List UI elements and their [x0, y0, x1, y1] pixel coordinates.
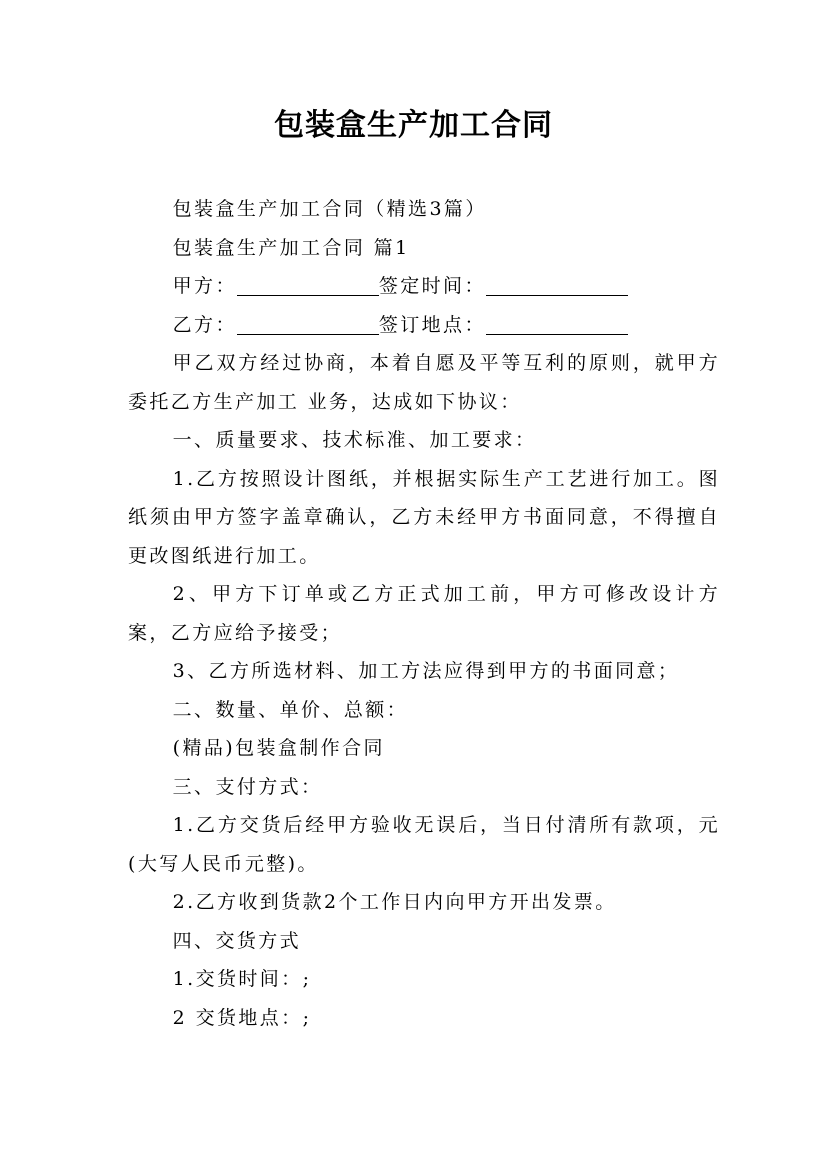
document-body: [128, 190, 720, 1037]
section-heading: 包装盒生产加工合同 篇1: [172, 236, 410, 259]
clause-4-2: 2 交货地点：;: [172, 1006, 312, 1029]
party-b-line: [128, 306, 720, 345]
sign-place-label: 签订地点：: [378, 313, 486, 336]
party-b-label: 乙方：: [172, 313, 237, 336]
document-title: 包装盒生产加工合同: [274, 108, 553, 143]
clause-2-heading: 二、数量、单价、总额：: [172, 698, 409, 721]
clause-1-3: 3、乙方所选材料、加工方法应得到甲方的书面同意；: [172, 660, 680, 682]
clause-3-2: 2.乙方收到货款2个工作日内向甲方开出发票。: [172, 891, 617, 913]
clause-2-note: (精品)包装盒制作合同: [172, 737, 385, 759]
clause-1-1: 1.乙方按照设计图纸，并根据实际生产工艺进行加工。图纸须由甲方签字盖章确认，乙方未经甲方书面同意，不得擅自更改图纸进行加工。: [128, 467, 720, 567]
sign-time-label: 签定时间：: [378, 275, 486, 297]
clause-4-heading: 四、交货方式: [172, 929, 302, 952]
clause-3-1: 1.乙方交货后经甲方验收无误后，当日付清所有款项，元(大写人民币元整)。: [128, 814, 720, 875]
sign-time-blank: [486, 271, 628, 296]
clause-3-heading: 三、支付方式：: [172, 775, 323, 798]
clause-1-heading: 一、质量要求、技术标准、加工要求：: [172, 429, 537, 451]
party-a-line: [128, 267, 720, 306]
party-b-blank: [237, 310, 379, 335]
clause-1-2: 2、甲方下订单或乙方正式加工前，甲方可修改设计方案，乙方应给予接受；: [128, 583, 720, 644]
party-a-label: 甲方：: [172, 275, 237, 297]
clause-4-1: 1.交货时间：;: [172, 968, 312, 990]
party-a-blank: [237, 271, 379, 296]
intro-paragraph: 甲乙双方经过协商，本着自愿及平等互利的原则，就甲方委托乙方生产加工 业务，达成如下协议：: [128, 352, 720, 413]
document-subtitle: 包装盒生产加工合同（精选3篇）: [172, 198, 487, 220]
sign-place-blank: [486, 310, 628, 335]
